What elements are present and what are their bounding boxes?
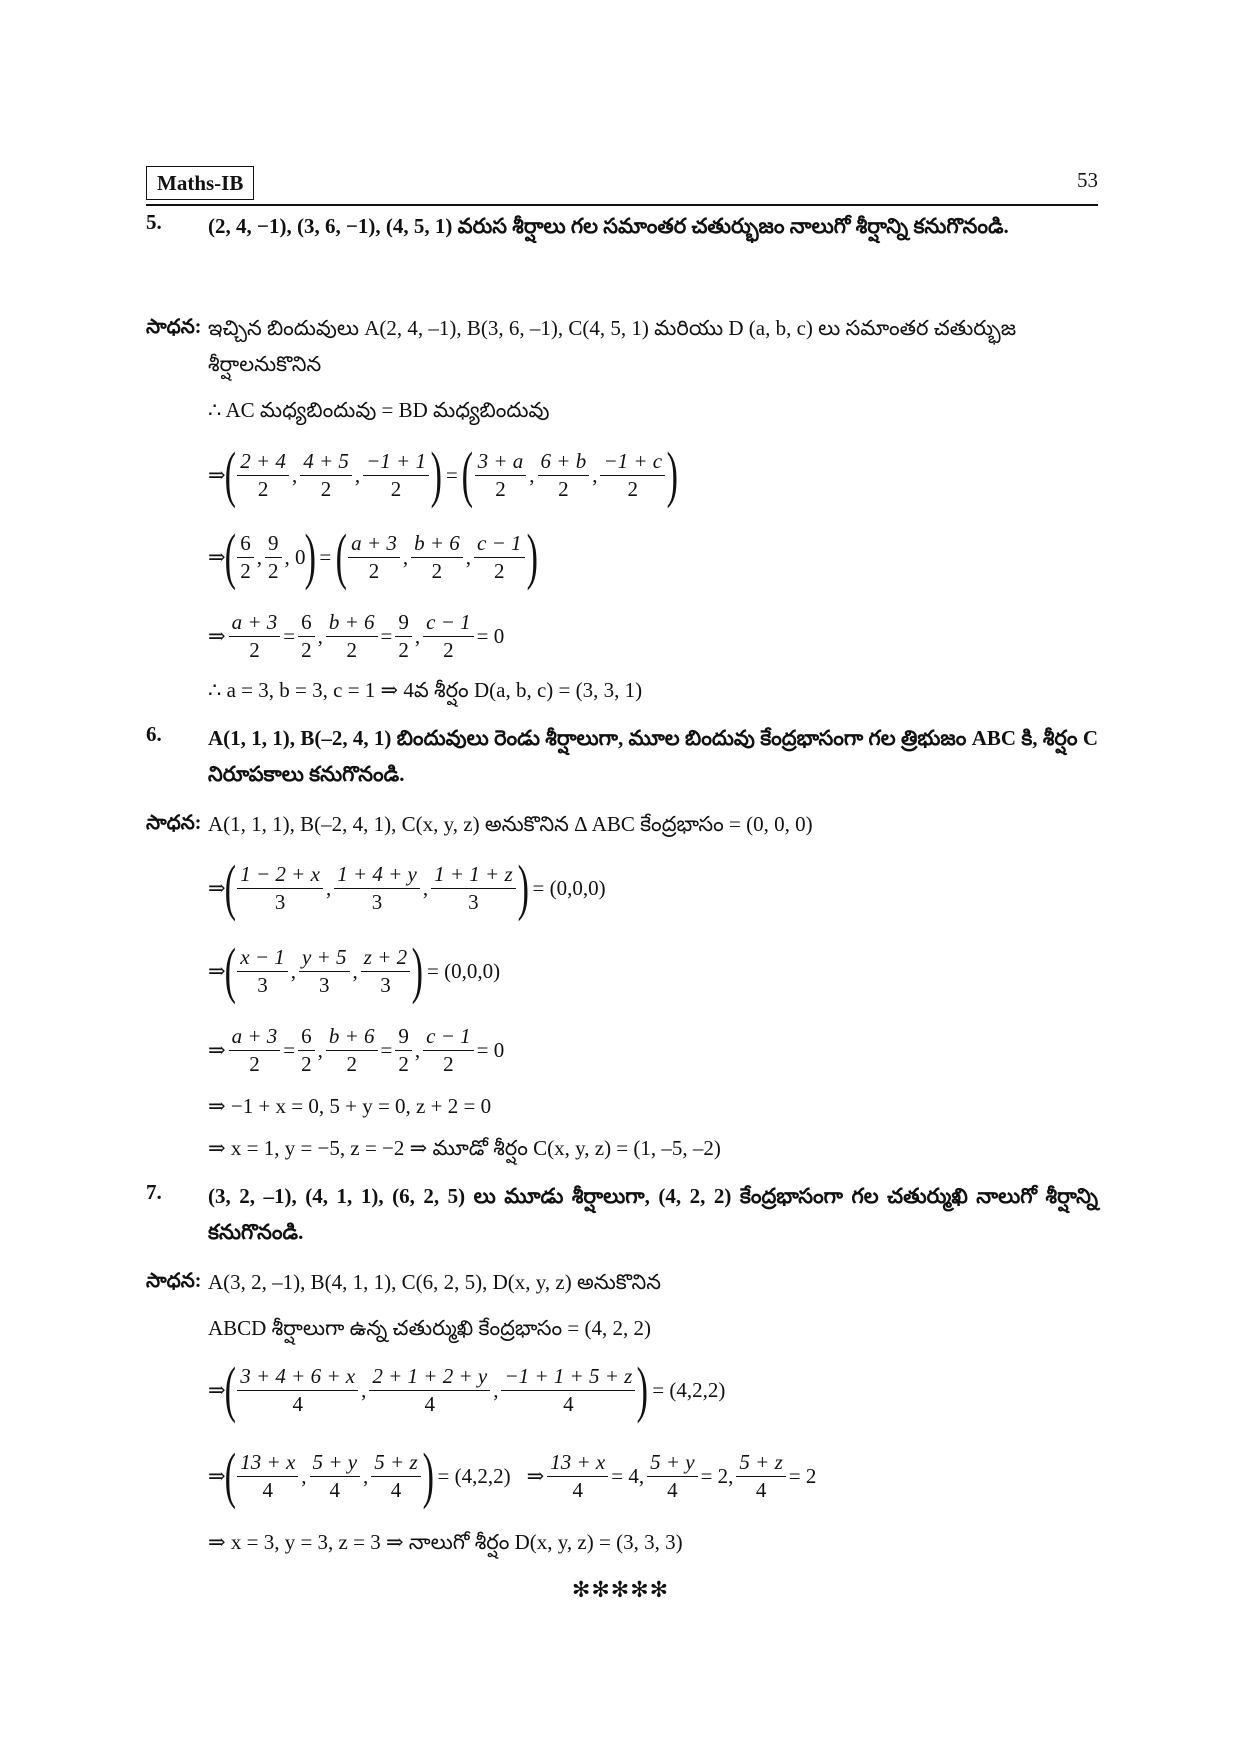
equation-line: ⇒ $\frac{a + 3}{2}$ = $\frac{6}{2}$ , $\frac{b + 6}{2}$ = $\frac{9}{2}$ , $\frac{c - 1}{2}$ = 0 <box>208 1024 505 1076</box>
end-stars: ✻✻✻✻✻ <box>571 1578 670 1603</box>
question-number: 7. <box>146 1180 162 1204</box>
solution-label: సాధన: <box>146 812 202 834</box>
equation-line: ⇒ ( $\frac{x - 1}{3}$ , $\frac{y + 5}{3}$ , $\frac{z + 2}{3}$ ) = (0,0,0) <box>208 937 501 1005</box>
solution-label: సాధన: <box>146 1270 202 1292</box>
subject-label: Maths-IB <box>146 166 254 200</box>
equation-line: ⇒ $\frac{a + 3}{2}$ = $\frac{6}{2}$ , $\frac{b + 6}{2}$ = $\frac{9}{2}$ , $\frac{c - 1}{2}$ = 0 <box>208 610 505 662</box>
given-statement: A(1, 1, 1), B(–2, 4, 1), C(x, y, z) అనుకొనిన Δ ABC కేంద్రభాసం = (0, 0, 0) <box>208 812 813 836</box>
solution-label: సాధన: <box>146 316 202 338</box>
question-text: A(1, 1, 1), B(–2, 4, 1) బిందువులు రెండు శీర్షాలుగా, మూల బిందువు కేంద్రభాసంగా గల త్రిభుజం ABC కి, శీర్షం C నిరూపకాలు కనుగొనండి. <box>208 726 1098 786</box>
midpoint-statement: ∴ AC మధ్యబిందువు = BD మధ్యబిందువు <box>208 398 550 422</box>
given-statement: ఇచ్చిన బిందువులు A(2, 4, –1), B(3, 6, –1), C(4, 5, 1) మరియు D (a, b, c) లు సమాంతర చతుర్భుజ శీర్షాలనుకొనిన <box>208 316 1017 376</box>
conclusion: ∴ a = 3, b = 3, c = 1 ⇒ 4వ శీర్షం D(a, b, c) = (3, 3, 1) <box>208 678 643 702</box>
equation-line: ⇒ ( $\frac{13 + x}{4}$ , $\frac{5 + y}{4}$ , $\frac{5 + z}{4}$ ) = (4,2,2) ⇒ $\frac{13 + x}{4}$ = 4, $\frac{5 + y}{4}$ = 2, $\frac{5 + z}{4}$ = 2 <box>208 1442 817 1510</box>
rhs-value: = (4,2,2) <box>652 1377 726 1402</box>
equation-line: ⇒ ( $\frac{1 - 2 + x}{3}$ , $\frac{1 + 4 + y}{3}$ , $\frac{1 + 1 + z}{3}$ ) = (0,0,0) <box>208 854 606 922</box>
page-number: 53 <box>1077 168 1098 192</box>
given-statement-2: ABCD శీర్షాలుగా ఉన్న చతుర్ముఖి కేంద్రభాసం = (4, 2, 2) <box>208 1316 652 1340</box>
equation-line: ⇒ ( $\frac{6}{2}$ , $\frac{9}{2}$ , 0 ) = ( $\frac{a + 3}{2}$ , $\frac{b + 6}{2}$ , $\frac{c - 1}{2}$ ) <box>208 523 538 591</box>
question-number: 6. <box>146 722 162 746</box>
equation-line: ⇒ ( $\frac{2 + 4}{2}$ , $\frac{4 + 5}{2}$ , $\frac{-1 + 1}{2}$ ) = ( $\frac{3 + a}{2}$ , $\frac{6 + b}{2}$ , $\frac{-1 + c}{2}$ ) <box>208 441 679 509</box>
rhs-value: = (0,0,0) <box>427 958 501 983</box>
rhs-value: = (0,0,0) <box>532 875 606 900</box>
conclusion: ⇒ x = 1, y = −5, z = −2 ⇒ మూడో శీర్షం C(x, y, z) = (1, –5, –2) <box>208 1136 721 1160</box>
given-statement: A(3, 2, –1), B(4, 1, 1), C(6, 2, 5), D(x, y, z) అనుకొనిన <box>208 1270 661 1294</box>
question-text: (2, 4, −1), (3, 6, −1), (4, 5, 1) వరుస శీర్షాలు గల సమాంతర చతుర్భుజం నాలుగో శీర్షాన్ని కనుగొనండి. <box>208 214 1009 238</box>
page-header <box>146 164 1098 206</box>
question-text: (3, 2, –1), (4, 1, 1), (6, 2, 5) లు మూడు శీర్షాలుగా, (4, 2, 2) కేంద్రభాసంగా గల చతుర్ముఖి నాలుగో శీర్షాన్ని కనుగొనండి. <box>208 1184 1098 1244</box>
equation-step: ⇒ −1 + x = 0, 5 + y = 0, z + 2 = 0 <box>208 1094 492 1118</box>
equation-line: ⇒ ( $\frac{3 + 4 + 6 + x}{4}$ , $\frac{2 + 1 + 2 + y}{4}$ , $\frac{-1 + 1 + 5 + z}{4}$ ) = (4,2,2) <box>208 1356 726 1424</box>
question-number: 5. <box>146 210 162 234</box>
conclusion: ⇒ x = 3, y = 3, z = 3 ⇒ నాలుగో శీర్షం D(x, y, z) = (3, 3, 3) <box>208 1530 683 1554</box>
rhs-value: = (4,2,2) <box>437 1463 511 1488</box>
